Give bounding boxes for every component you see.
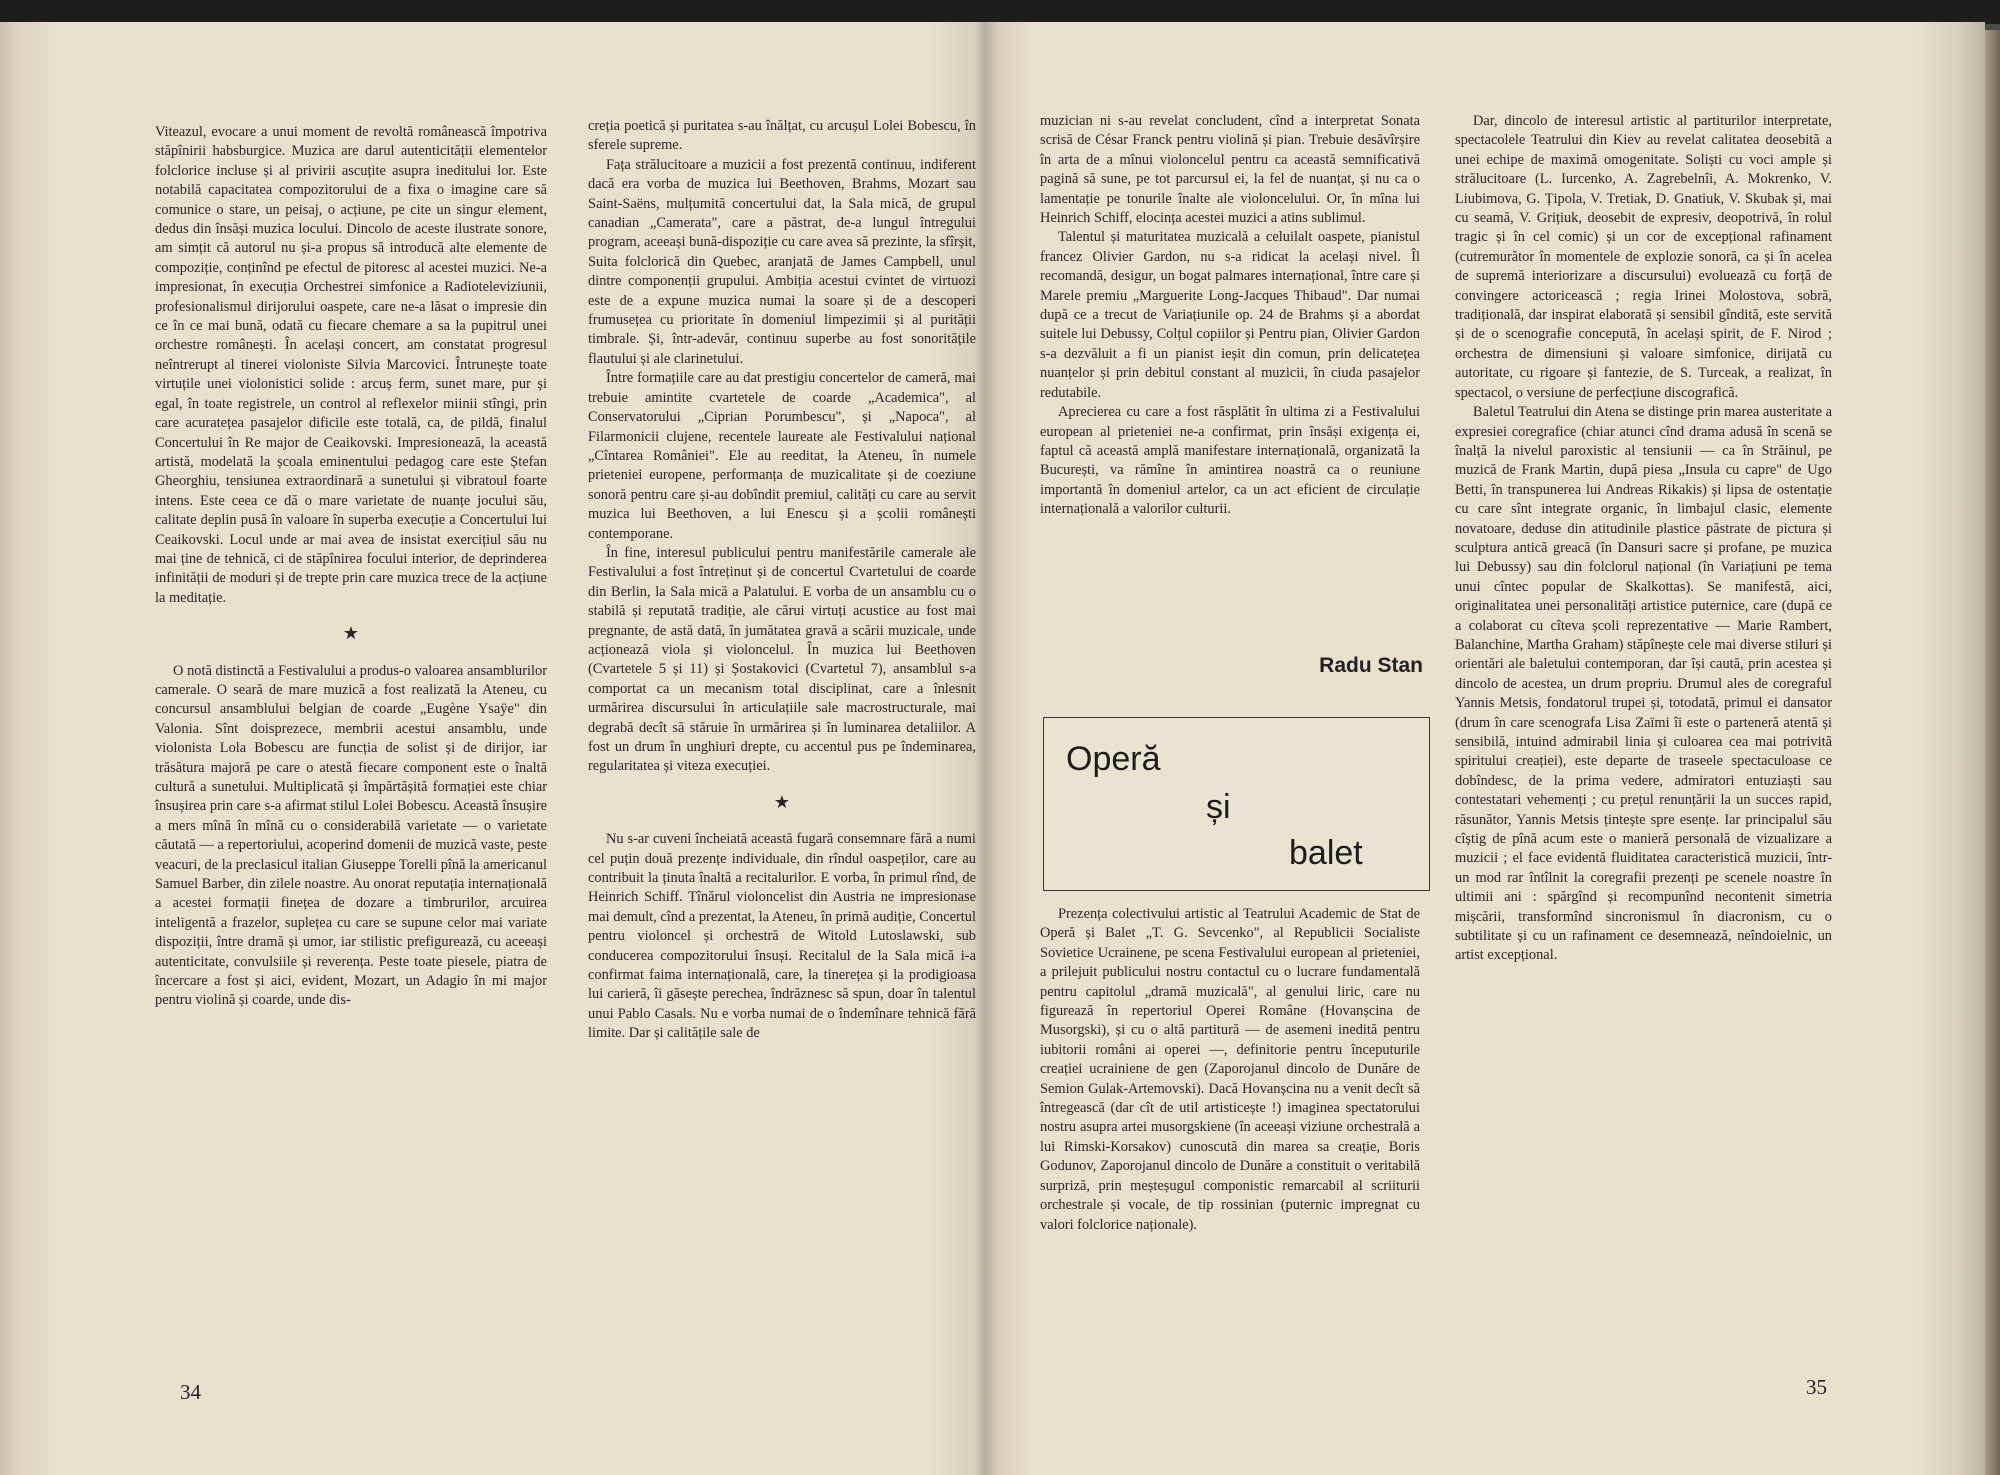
page-number-left: 34 [180, 1380, 201, 1404]
right-column-1-top [1040, 112, 1420, 520]
paragraph: Dar, dincolo de interesul artistic al partiturilor interpretate, spectacolele Teatrului din Kiev au revelat calitatea deosebită a unei echipe de maximă omogenitate. Soliști cu voci ample și strălucitoare (L. Iurcenko, A. Zagrebelnîi, A. Mokrenko, V. Liubimova, G. Țipola, V. Tretiak, D. Gnatiuk, V. Skubak și, mai cu seamă, V. Grițiuk, deosebit de expresiv, deopotrivă, în rolul tragic și în cel comic) și un cor de excepțional rafinament (cutremurător în momentele de explozie sonoră, ca și în acelea de supremă interiorizare a discursului) evoluează cu forță de convingere actoricească ; regia Irinei Molostova, sobră, tradițională, dar inspirat elaborată și sensibil gîndită, este servită și de o scenografie concepută, în același spirit, de F. Nirod ; orchestra de dimensiuni și valoare simfonice, dirijată cu autoritate, cu rigoare și fantezie, de S. Turceak, a realizat, în spectacol, o versiune de perfecțiune discografică. [1455, 113, 1832, 401]
page-number-right: 35 [1806, 1375, 1827, 1399]
paragraph: muzician ni s-au revelat concludent, cînd a interpretat Sonata scrisă de César Franck pentru violină și pian. Trebuie desăvîrșire în arta de a mînui violoncelul pentru ca această semnificativă pagină să sune, pe tot parcursul ei, la fel de nuanțat, și nu ca o lamentație pe tonurile înalte ale violoncelului. Or, în mîna lui Heinrich Schiff, elocința acestei muzici a atins sublimul. [1040, 113, 1420, 227]
right-column-1-bottom [1040, 905, 1420, 1235]
right-column-2 [1455, 112, 1832, 966]
left-column-1 [155, 123, 547, 1011]
paragraph: Baletul Teatrului din Atena se distinge prin marea austeritate a expresiei coregrafice (chiar atunci cînd drama adusă în scenă se înalță la nivelul paroxistic al tensiunii — ca în Străinul, pe muzică de Frank Martin, după piesa „Insula cu capre" de Ugo Betti, în transpunerea lui Andreas Rikakis) și lipsa de ostentație cu care sînt integrate organic, în limbajul clasic, elemente novatoare, deduse din atitudinile plastice păstrate de pictura și sculptura antică greacă (în Dansuri sacre și profane, pe muzica lui Debussy) sau din folclorul național (în Variațiuni pe tema unui cîntec popular de Skalkottas). Se manifestă, aici, originalitatea unei personalități artistice puternice, care (după ce a colaborat cu cîteva școli reprezentative — Marie Rambert, Balanchine, Martha Graham) stăpînește cele mai diverse stiluri și orientări ale baletului contemporan, dar își caută, prin acestea și dincolo de acestea, un drum propriu. Drumul ales de coregraful Yannis Metsis, fondatorul trupei și, totodată, primul ei dansator (drum în care scenografa Lisa Zaïmi îi este o parteneră atentă și sensibilă, intuind admirabil linia și culoarea cea mai potrivită spiritului creației), este departe de traseele spectaculoase ce dobîndesc, de la prima vedere, admiratori entuziaști sau contestatari vehemenți ; cu prețul renunțării la un succes rapid, răsunător, Yannis Metsis țintește spre esențe. Iar principalul său cîștig de pînă acum este o manieră personală de vizualizare a muzicii ; el face evidentă fluiditatea caracteristică muzicii, într-un mod rar întîlnit la coregrafii prezenți pe scenele noastre în ultimii ani : spărgînd și recompunînd necontenit simetria mișcării, transformînd sincronismul în diacronism, cu o subtilitate și cu un rafinament ce desemnează, neîndoielnic, un artist excepțional. [1455, 404, 1832, 964]
section-separator-star: ★ [773, 791, 791, 812]
paragraph: Nu s-ar cuveni încheiată această fugară consemnare fără a numi cel puțin două prezențe individuale, din rîndul oaspeților, care au contribuit la ținuta înaltă a recitalurilor. E vorba, în primul rînd, de Heinrich Schiff. Tînărul violoncelist din Austria ne impresionase mai demult, cînd a prezentat, la Ateneu, în primă audiție, Concertul pentru violoncel și orchestră de Witold Lutoslawski, sub conducerea compozitorului însuși. Recitalul de la Sala mică i-a confirmat faima internațională, care, la tinerețea și la prodigioasa lui carieră, îi găsește perechea, îndrăznesc să spun, doar în talentul unui Pablo Casals. Nu e vorba numai de o îndemînare tehnică fără limite. Dar și calitățile sale de [588, 831, 976, 1042]
paragraph: Talentul și maturitatea muzicală a celuilalt oaspete, pianistul francez Olivier Gardon, nu s-a ridicat la același nivel. Îl recomandă, desigur, un bogat palmares internațional, între care și Marele premiu „Marguerite Long-Jacques Thibaud". Dar numai după ce a trecut de Variațiunile op. 24 de Brahms și a abordat suitele lui Debussy, Colțul copiilor și Pentru pian, Olivier Gardon s-a dezvăluit a fi un pianist ieșit din comun, prin delicatețea nuanțelor și prin debitul constant al muzicii, în ciuda pasajelor redutabile. [1040, 229, 1420, 401]
section-title-line-2: și [1206, 788, 1231, 826]
paragraph: O notă distinctă a Festivalului a produs-o valoarea ansamblurilor camerale. O seară de mare muzică a fost realizată la Ateneu, cu concursul ansamblului belgian de coarde „Eugène Ysaÿe" din Valonia. Sînt doisprezece, membrii acestui ansamblu, unde violonista Lola Bobescu are funcția de solist și de dirijor, iar trăsătura majoră pe care o atestă fiecare component este o înaltă cultură a sunetului. Multiplicată și împărtășită formației este chiar însușirea prin care s-a afirmat stilul Lolei Bobescu. Această însușire a mers mînă în mînă cu o considerabilă varietate — o varietate căutată — a repertoriului, acoperind domenii de muzică vaste, peste veacuri, de la preclasicul italian Giuseppe Torelli pînă la americanul Samuel Barber, din zilele noastre. Au onorat reputația internațională a acestei formații finețea de dozare a timbrurilor, arcuirea inteligentă a frazelor, suplețea cu care se supune celor mai variate dispoziții, între dramă și umor, iar stilistic prefigurează, cu aceeași autenticitate, convulsiile și reverența. Peste toate piesele, piatra de încercare a fost și aici, evident, Mozart, un Adagio în mi major pentru violină și coarde, unde dis- [155, 662, 547, 1009]
paragraph: Aprecierea cu care a fost răsplătit în ultima zi a Festivalului european al prieteniei ne-a confirmat, prin însăși exigența ei, faptul că această amplă manifestare internațională, organizată la București, va rămîne în amintirea noastră ca o reuniune importantă în domeniul artelor, ca un act eficient de circulație internațională a valorilor culturii. [1040, 404, 1420, 518]
author-signature: Radu Stan [1319, 654, 1423, 677]
paragraph: Viteazul, evocare a unui moment de revoltă românească împotriva stăpînirii habsburgice. Muzica are darul autenticității elementelor folclorice incluse și al privirii ascuțite asupra ineditului lor. Este notabilă capacitatea compozitorului de a fixa o imagine care să comunice o stare, un peisaj, o acțiune, pe cite un singur element, dedus din însăși muzica locului. Dincolo de aceste ilustrate sonore, am simțit că autorul nu și-a propus să introducă alte elemente de compoziție, conținînd pe efectul de pitoresc al acestei muzici. Ne-a impresionat, în execuția Orchestrei simfonice a Radioteleviziunii, profesionalismul dirijorului oaspete, care ne-a lăsat o impresie din ce în ce mai bună, odată cu fiecare chemare a sa la pupitrul unei orchestre românești. În același concert, am constatat progresul neîntrerupt al tinerei violoniste Silvia Marcovici. Întrunește toate virtuțile unei violonistici solide : arcuș ferm, sunet mare, pur și egal, în toate registrele, un control al reflexelor miinii stîngi, prin care acuratețea pasajelor dificile este totală, ca, de pildă, finalul Concertului în Re major de Ceaikovski. Impresionează, la această artistă, modelată la școala eminentului pedagog care este Ștefan Gheorghiu, tensiunea extraordinară a sunetului și vibratoul foarte intens. Este ceea ce dă o mare varietate de nuanțe jocului său, calitate deplin pusă în valoare în superba execuție a Concertului lui Ceaikovski. Locul unde ar mai avea de insistat exercițiul său nu mai ține de tehnică, ci de stăpînirea focului interior, de deprinderea infinității de moduri și de trepte prin care muzica trece de la acțiune la meditație. [155, 124, 547, 606]
paragraph: creția poetică și puritatea s-au înălțat, cu arcușul Lolei Bobescu, în sferele supreme. [588, 118, 976, 154]
paragraph: Fața strălucitoare a muzicii a fost prezentă continuu, indiferent dacă era vorba de muzica lui Beethoven, Brahms, Mozart sau Saint-Saëns, mulțumită concertului dat, la Sala mică, de grupul canadian „Camerata", care a păstrat, de-a lungul întregului program, aceeași bună-dispoziție cu care avea să prezinte, la sfîrșit, Suita folclorică din Quebec, aranjată de James Campbell, unul dintre componenții grupului. Ambiția acestui cvintet de virtuozi este de a expune muzica numai la soare și de a descoperi frumusețea cu prioritate în domeniul limpezimii și al purității timbrale. Și, într-adevăr, continuu superbe au fost sonoritățile flautului și ale clarinetului. [588, 156, 976, 367]
section-title-box [1043, 717, 1430, 891]
book-edge [1985, 30, 2000, 1475]
section-title-line-1: Operă [1066, 740, 1161, 778]
paragraph: Între formațiile care au dat prestigiu concertelor de cameră, mai trebuie amintite cvartetele de coarde „Academica", al Conservatorului „Ciprian Porumbescu", și „Napoca", al Filarmonicii clujene, recentele laureate ale Festivalului național „Cîntarea României". Ele au reeditat, la Ateneu, în numele prieteniei europene, performanța de muzicalitate și de coeziune sonoră pentru care și-au dobîndit premiul, calități cu care au servit muzica lui Beethoven, a lui Enescu și a școlii românești contemporane. [588, 370, 976, 542]
paragraph: În fine, interesul publicului pentru manifestările camerale ale Festivalului a fost întreținut și de concertul Cvartetului de coarde din Berlin, la Sala mică a Palatului. E vorba de un ansamblu cu o stabilă și reputată tradiție, ale cărui virtuți acustice au fost mai pregnante, de astă dată, în jumătatea gravă a scării muzicale, unde acționează viola și violoncelul. În muzica lui Beethoven (Cvartetele 5 și 11) și Șostakovici (Cvartetul 7), ansamblul s-a comportat ca un mecanism total disciplinat, care a înlesnit urmărirea discursului în articulațiile sale macrostructurale, mai degrabă decît să stăruie în urmărirea și în luminarea detaliilor. A fost un drum în unghiuri drepte, cu accentul pus pe îndeminarea, regularitatea și viteza execuției. [588, 544, 976, 775]
left-column-2 [588, 117, 976, 1044]
paragraph: Prezența colectivului artistic al Teatrului Academic de Stat de Operă și Balet „T. G. Sevcenko", al Republicii Socialiste Sovietice Ucrainene, pe scena Festivalului european al prieteniei, a prilejuit publicului nostru contactul cu o lucrare fundamentală pentru capitolul „dramă muzicală", al genului liric, care nu figurează în repertoriul Operei Române (Hovanșcina de Musorgski), și cu o altă partitură — de asemeni inedită pentru iubitorii români ai operei —, definitorie pentru începuturile creației ucrainiene de gen (Zaporojanul dincolo de Dunăre de Semion Gulak-Artemovski). Dacă Hovanșcina nu a venit decît să întregească (dar cît de util artisticește !) imaginea spectatorului nostru asupra artei musorgskiene (în aceeași viziune orchestrală a lui Rimski-Korsakov) cunoscută din marea sa creație, Boris Godunov, Zaporojanul dincolo de Dunăre a constituit o veritabilă surpriză, prin meșteșugul componistic remarcabil al scriiturii orchestrale și vocale, de tip rossinian (puternic impregnat cu valori folclorice naționale). [1040, 906, 1420, 1233]
section-title-line-3: balet [1289, 834, 1363, 872]
section-separator-star: ★ [342, 623, 360, 644]
top-edge [0, 0, 2000, 24]
